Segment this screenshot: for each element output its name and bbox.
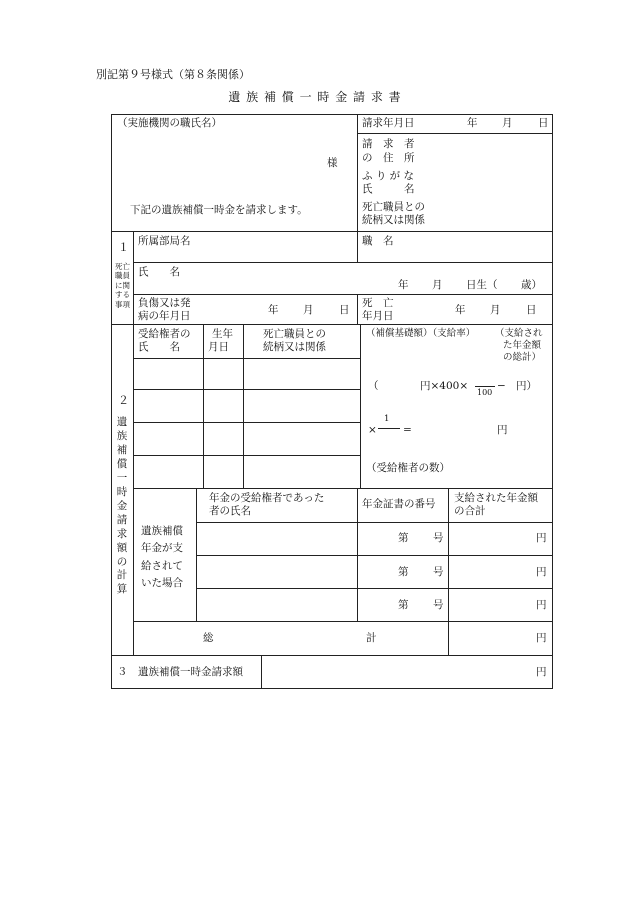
section3-yen: 円 xyxy=(536,666,547,678)
certificate-go: 号 xyxy=(433,599,444,611)
calc-line2-numerator: 1 xyxy=(384,414,390,424)
injury-year: 年 xyxy=(268,304,279,316)
injury-label-1: 負傷又は発 xyxy=(138,297,191,309)
birth-month: 月 xyxy=(432,279,443,291)
sama-label: 様 xyxy=(327,157,338,169)
calc-line1-open: （ xyxy=(368,380,379,392)
section1-side-label: 死亡 職員 に関 する 事項 xyxy=(115,262,130,309)
calc-line1-denominator: 100 xyxy=(477,388,493,397)
calc-paid-3: の総計） xyxy=(503,352,542,363)
col-pension-names-1: 年金の受給権者であった xyxy=(209,492,325,504)
certificate-go: 号 xyxy=(433,532,444,544)
calc-line1-close: 円） xyxy=(516,380,537,392)
deceased-name-label: 氏 名 xyxy=(138,266,180,278)
injury-day: 日 xyxy=(339,304,350,316)
col-total-paid-2: の合計 xyxy=(454,505,486,517)
calc-paid-1: （支給され xyxy=(495,328,543,339)
date-day: 日 xyxy=(538,117,549,129)
birth-year: 年 xyxy=(398,279,409,291)
col-relation-2: 続柄又は関係 xyxy=(263,341,326,353)
section1-number: １ xyxy=(118,241,129,254)
calc-beneficiary-count: （受給権者の数） xyxy=(366,462,450,474)
col-certificate: 年金証書の番号 xyxy=(362,498,436,510)
injury-label-2: 病の年月日 xyxy=(138,310,191,322)
amount-yen: 円 xyxy=(536,532,547,544)
calc-line2-times: × xyxy=(368,424,377,436)
section3-label: 遺族補償一時金請求額 xyxy=(138,666,243,678)
certificate-dai: 第 xyxy=(398,532,409,544)
amount-yen: 円 xyxy=(536,566,547,578)
post-label: 職 名 xyxy=(362,235,394,247)
certificate-dai: 第 xyxy=(398,566,409,578)
col-relation-1: 死亡職員との xyxy=(263,328,326,340)
death-label-1: 死 亡 xyxy=(362,297,394,309)
calc-line2-eq: = xyxy=(403,424,412,436)
col-total-paid-1: 支給された年金額 xyxy=(454,492,538,504)
furigana-label-2: 氏 名 xyxy=(362,183,415,195)
col-pension-names-2: 者の氏名 xyxy=(209,505,251,517)
calc-line1-minus: − xyxy=(497,380,506,392)
birth-day: 日生（ xyxy=(466,279,498,291)
injury-month: 月 xyxy=(303,304,314,316)
section3-number: ３ xyxy=(117,666,128,678)
fraction-bar-2 xyxy=(378,428,400,429)
fraction-bar-1 xyxy=(475,386,495,387)
relation-label-2: 続柄又は関係 xyxy=(362,214,425,226)
page-title: 遺 族 補 償 一 時 金 請 求 書 xyxy=(228,90,402,104)
certificate-dai: 第 xyxy=(398,599,409,611)
death-month: 月 xyxy=(490,304,501,316)
request-sentence: 下記の遺族補償一時金を請求します。 xyxy=(130,204,308,216)
death-label-2: 年月日 xyxy=(362,310,394,322)
amount-yen: 円 xyxy=(536,599,547,611)
total-label-left: 総 xyxy=(203,632,214,644)
calc-line1-mid: 円×400× xyxy=(420,380,469,392)
calc-base-label: （補償基礎額）（支給率） xyxy=(366,328,476,339)
total-yen: 円 xyxy=(536,632,547,644)
date-month: 月 xyxy=(502,117,513,129)
pension-case-label: 遺族補償 年金が支 給されて いた場合 xyxy=(141,525,183,589)
birth-age: 歳） xyxy=(521,279,542,291)
form-number: 別記第９号様式（第８条関係） xyxy=(96,68,250,81)
death-day: 日 xyxy=(526,304,537,316)
dept-label: 所属部局名 xyxy=(138,235,191,247)
calc-line2-yen: 円 xyxy=(497,424,508,436)
col-beneficiary-2: 氏 名 xyxy=(138,341,180,353)
section2-number: ２ xyxy=(118,394,129,407)
death-year: 年 xyxy=(455,304,466,316)
certificate-go: 号 xyxy=(433,566,444,578)
date-year: 年 xyxy=(467,117,478,129)
relation-label-1: 死亡職員との xyxy=(362,201,425,213)
total-label-right: 計 xyxy=(366,632,377,644)
org-label: （実施機関の職氏名） xyxy=(117,117,222,129)
date-label: 請求年月日 xyxy=(362,117,415,129)
col-birth-1: 生年 xyxy=(212,328,233,340)
section2-vertical-title: 遺族補償一時金請求額の計算 xyxy=(116,416,128,596)
calc-paid-2: た年金額 xyxy=(503,340,542,351)
claimant-label-2: の 住 所 xyxy=(362,152,415,164)
col-beneficiary-1: 受給権者の xyxy=(138,328,191,340)
claimant-label-1: 請 求 者 xyxy=(362,138,415,150)
furigana-label-1: ふ り が な xyxy=(362,170,415,182)
col-birth-2: 月日 xyxy=(208,341,229,353)
